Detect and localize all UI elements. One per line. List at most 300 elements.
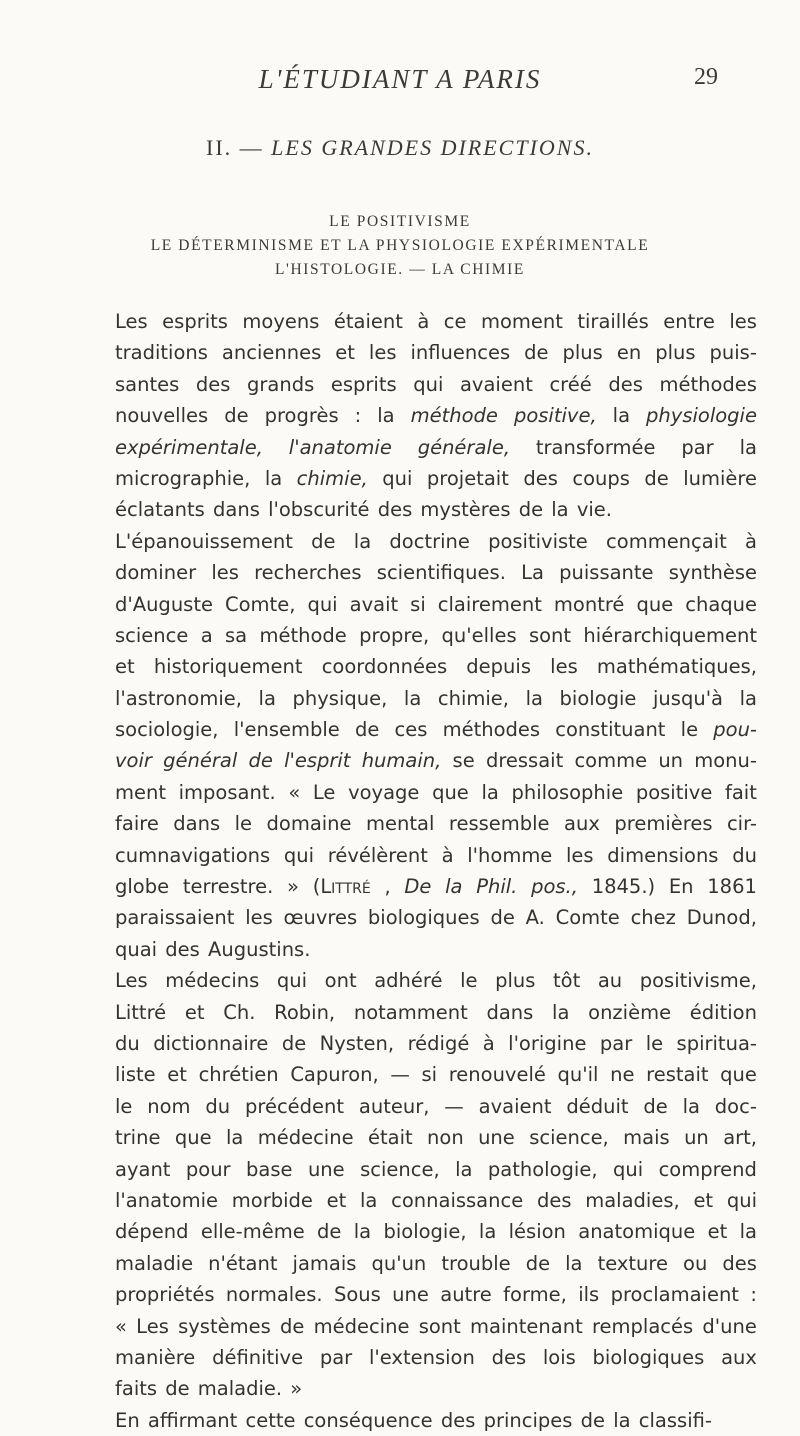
- word: La: [521, 561, 544, 585]
- word: qui: [307, 592, 338, 616]
- word: montré: [553, 592, 625, 616]
- word: chrétien: [198, 1063, 279, 1087]
- text-line: [115, 337, 757, 368]
- word: qui: [283, 843, 315, 867]
- word: que: [174, 1126, 212, 1150]
- word: lumière: [683, 466, 757, 490]
- section-heading: [0, 135, 800, 161]
- word: aux: [564, 812, 600, 836]
- text-line: [115, 997, 757, 1028]
- word: Ch.: [223, 1000, 256, 1024]
- word: si: [421, 1063, 438, 1087]
- word: ces: [394, 718, 428, 742]
- text-line: [115, 1248, 757, 1279]
- word: plus: [562, 341, 603, 365]
- word: l'obscurité: [268, 498, 370, 522]
- word: doc-: [714, 1094, 757, 1118]
- word: et: [707, 1220, 728, 1244]
- word: «: [288, 780, 301, 804]
- text-line: [115, 1279, 757, 1310]
- text-line: [115, 808, 757, 839]
- word: des: [195, 372, 231, 396]
- word: une: [307, 1157, 345, 1181]
- word: monu-: [694, 749, 757, 773]
- word: l'astronomie,: [115, 686, 242, 710]
- word: progrès: [264, 404, 339, 428]
- word: sont: [528, 623, 572, 647]
- word: positivisme,: [639, 969, 757, 993]
- text-line: [115, 934, 757, 965]
- word: puis-: [709, 341, 757, 365]
- word: Phil.: [476, 875, 518, 899]
- word: du: [732, 843, 757, 867]
- word: chez: [630, 906, 676, 930]
- word: commençait: [606, 529, 727, 553]
- word: la: [445, 875, 463, 899]
- word: lésion: [508, 1220, 566, 1244]
- word: ayant: [115, 1157, 171, 1181]
- word: micrographie,: [115, 466, 251, 490]
- word: ressemble: [448, 812, 550, 836]
- word: dépend: [115, 1220, 189, 1244]
- word: Littré: [320, 875, 371, 899]
- word: renouvelé: [448, 1063, 546, 1087]
- word: terrestre.: [182, 875, 274, 899]
- word: les: [566, 843, 594, 867]
- word: ils: [578, 1283, 600, 1307]
- word: Les: [115, 969, 148, 993]
- word: médecine: [257, 1126, 354, 1150]
- word: avait: [349, 592, 399, 616]
- word: des: [440, 1408, 476, 1432]
- word: l'origine: [508, 1031, 587, 1055]
- text-line: [115, 871, 757, 902]
- word: la: [739, 435, 757, 459]
- word: synthèse: [668, 561, 757, 585]
- word: dominer: [115, 561, 197, 585]
- word: générale,: [417, 435, 511, 459]
- word: pathologie,: [487, 1157, 598, 1181]
- word: propre,: [359, 623, 430, 647]
- word: la: [481, 780, 499, 804]
- word: mathématiques,: [596, 655, 757, 679]
- word: En: [115, 1408, 140, 1432]
- word: général: [163, 749, 238, 773]
- text-line: [115, 1028, 757, 1059]
- word: éclatants: [115, 498, 205, 522]
- word: base: [246, 1157, 293, 1181]
- text-line: [115, 1091, 757, 1122]
- word: qui: [612, 1157, 644, 1181]
- word: conséquence: [303, 1408, 433, 1432]
- word: nom: [147, 1094, 191, 1118]
- text-line: [115, 432, 757, 463]
- word: auteur,: [358, 1094, 430, 1118]
- word: les: [211, 561, 239, 585]
- word: à: [482, 1031, 495, 1055]
- word: des: [523, 466, 558, 490]
- word: Les: [136, 1314, 169, 1338]
- word: des: [608, 372, 643, 396]
- word: plus: [655, 341, 696, 365]
- word: morbide: [231, 1188, 313, 1212]
- word: l'extension: [368, 1345, 475, 1369]
- word: »: [290, 1377, 303, 1401]
- word: science: [115, 623, 189, 647]
- word: par: [681, 435, 714, 459]
- word: Comte: [555, 906, 620, 930]
- text-line: [115, 1185, 757, 1216]
- subheading-determinisme: LE DÉTERMINISME ET LA PHYSIOLOGIE EXPÉRIMENTALE: [150, 237, 650, 254]
- word: sa: [225, 623, 248, 647]
- word: de: [248, 749, 273, 773]
- word: comprend: [658, 1157, 757, 1181]
- word: humain,: [361, 749, 442, 773]
- word: traditions: [115, 341, 208, 365]
- word: en: [616, 341, 642, 365]
- word: à: [745, 529, 757, 553]
- word: l'esprit: [284, 749, 351, 773]
- word: spiritua-: [676, 1031, 757, 1055]
- word: d'Auguste: [115, 592, 213, 616]
- word: ont: [324, 969, 357, 993]
- word: faits: [115, 1377, 158, 1401]
- word: historiquement: [153, 655, 303, 679]
- word: avaient: [459, 372, 533, 396]
- word: non: [427, 1126, 464, 1150]
- word: Robin,: [274, 1000, 336, 1024]
- word: si: [410, 592, 426, 616]
- word: une: [392, 1283, 429, 1307]
- word: mental: [366, 812, 435, 836]
- word: la: [377, 404, 395, 428]
- word: la: [455, 1157, 473, 1181]
- body-text: [115, 306, 757, 1436]
- word: nouvelles: [115, 404, 209, 428]
- word: se: [452, 749, 475, 773]
- word: 1861: [707, 875, 757, 899]
- word: la: [739, 686, 757, 710]
- word: voyage: [348, 780, 420, 804]
- word: qu'un: [371, 1251, 427, 1275]
- text-line: [115, 902, 757, 933]
- word: art,: [723, 1126, 757, 1150]
- word: jamais: [292, 1251, 357, 1275]
- word: la: [478, 1220, 497, 1244]
- word: l'ensemble: [233, 718, 340, 742]
- paragraph-first-line: [115, 1405, 757, 1436]
- word: ne: [610, 1063, 635, 1087]
- word: des: [165, 937, 200, 961]
- word: la: [612, 404, 631, 428]
- word: forme,: [503, 1283, 567, 1307]
- word: la: [264, 466, 283, 490]
- word: tiraillés: [577, 310, 649, 333]
- text-line: [115, 463, 757, 494]
- word: maladie.: [197, 1377, 283, 1401]
- word: des: [491, 1345, 527, 1369]
- word: chimie,: [437, 686, 509, 710]
- word: précédent: [245, 1094, 345, 1118]
- word: la: [353, 1220, 372, 1244]
- subheadings: [0, 210, 800, 282]
- word: par: [599, 1031, 633, 1055]
- word: que: [720, 1063, 757, 1087]
- word: esprits: [162, 310, 228, 333]
- word: physique,: [292, 686, 388, 710]
- word: recherches: [254, 561, 362, 585]
- word: scientifiques.: [376, 561, 506, 585]
- word: »: [287, 875, 299, 899]
- subheading-positivisme: LE POSITIVISME: [329, 213, 471, 230]
- text-line: [115, 714, 757, 745]
- word: affirmant: [147, 1408, 238, 1432]
- word: mystères: [420, 498, 511, 522]
- word: à: [417, 310, 430, 333]
- word: texture: [597, 1251, 668, 1275]
- text-line: [115, 683, 757, 714]
- word: sociologie,: [115, 718, 219, 742]
- word: Sous: [333, 1283, 381, 1307]
- word: un: [658, 749, 684, 773]
- word: :: [750, 1283, 757, 1307]
- word: la: [613, 1408, 631, 1432]
- word: de: [525, 1251, 551, 1275]
- word: a: [200, 623, 213, 647]
- text-line: [115, 745, 757, 776]
- word: maladie: [115, 1251, 194, 1275]
- word: biologie: [559, 686, 637, 710]
- running-title: L'ÉTUDIANT A PARIS: [258, 64, 542, 94]
- word: [384, 871, 390, 902]
- word: qui: [276, 969, 308, 993]
- text-line: [115, 494, 757, 525]
- word: de: [524, 341, 549, 365]
- word: plus: [495, 969, 536, 993]
- word: et: [335, 341, 355, 365]
- word: cumnavigations: [115, 843, 271, 867]
- text-line: [115, 840, 757, 871]
- word: méthode: [410, 404, 498, 428]
- word: —: [444, 1094, 464, 1118]
- word: notamment: [353, 1000, 468, 1024]
- word: du: [115, 1031, 140, 1055]
- word: globe: [115, 875, 170, 899]
- word: chaque: [685, 592, 757, 616]
- text-line: [115, 1342, 757, 1373]
- word: dans: [486, 1000, 534, 1024]
- word: n'étant: [208, 1251, 278, 1275]
- word: fait: [724, 780, 757, 804]
- word: l'anatomie: [288, 435, 392, 459]
- word: expérimentale,: [115, 435, 263, 459]
- text-line: [115, 1122, 757, 1153]
- text-line: [115, 1373, 757, 1404]
- word: la: [353, 529, 372, 553]
- text-line: [115, 651, 757, 682]
- word: adhéré: [374, 969, 443, 993]
- word: (: [312, 875, 321, 899]
- word: faire: [115, 812, 159, 836]
- word: la: [565, 1251, 583, 1275]
- word: constituant: [555, 718, 666, 742]
- word: positiviste: [488, 529, 588, 553]
- word: une: [478, 1126, 515, 1150]
- word: moyens: [242, 310, 320, 333]
- word: entre: [663, 310, 715, 333]
- section-title: LES GRANDES DIRECTIONS.: [271, 135, 594, 160]
- text-line: [115, 777, 757, 808]
- word: un: [684, 1126, 709, 1150]
- word: pou-: [713, 718, 757, 742]
- word: Augustins.: [208, 937, 311, 961]
- word: transformée: [535, 435, 656, 459]
- word: et: [115, 655, 135, 679]
- text-line: [115, 400, 757, 431]
- word: ,: [384, 875, 391, 899]
- word: lois: [542, 1345, 576, 1369]
- word: biologie,: [383, 1220, 467, 1244]
- word: méthodes: [659, 372, 757, 396]
- word: hiérarchiquement: [583, 623, 757, 647]
- word: édition: [689, 1000, 757, 1024]
- text-line: [115, 1216, 757, 1247]
- word: tôt: [553, 969, 581, 993]
- word: de: [279, 1314, 305, 1338]
- word: normales.: [225, 1283, 323, 1307]
- word: étaient: [333, 310, 403, 333]
- paragraph-first-line: [115, 306, 757, 337]
- word: autre: [440, 1283, 492, 1307]
- text-line: [115, 1154, 757, 1185]
- word: pour: [185, 1157, 231, 1181]
- word: clairement: [437, 592, 542, 616]
- page-number: 29: [694, 64, 718, 90]
- word: science,: [529, 1126, 609, 1150]
- word: était: [367, 1126, 413, 1150]
- word: du: [205, 1094, 231, 1118]
- word: œuvres: [283, 906, 358, 930]
- word: coordonnées: [321, 655, 448, 679]
- word: ment: [115, 780, 166, 804]
- word: maintenant: [470, 1314, 583, 1338]
- word: déduit: [566, 1094, 629, 1118]
- word: qui: [413, 372, 444, 396]
- word: la: [225, 1126, 244, 1150]
- word: remplacés: [591, 1314, 694, 1338]
- subheading-histologie: L'HISTOLOGIE. — LA CHIMIE: [274, 261, 525, 278]
- word: mais: [623, 1126, 670, 1150]
- word: moment: [480, 310, 563, 333]
- text-line: [115, 1311, 757, 1342]
- word: ce: [443, 310, 467, 333]
- word: connaissance: [391, 1188, 524, 1212]
- word: liste: [115, 1063, 156, 1087]
- word: de: [644, 466, 669, 490]
- word: au: [597, 969, 623, 993]
- word: influences: [410, 341, 511, 365]
- word: proclamaient: [610, 1283, 739, 1307]
- word: qui: [382, 466, 413, 490]
- text-line: [115, 1059, 757, 1090]
- word: méthodes: [442, 718, 541, 742]
- word: cir-: [726, 812, 757, 836]
- word: médecine: [313, 1314, 410, 1338]
- word: premières: [614, 812, 713, 836]
- word: rédigé: [407, 1031, 470, 1055]
- word: dans: [173, 812, 221, 836]
- word: de: [165, 1377, 190, 1401]
- word: Comte,: [225, 592, 296, 616]
- word: Littré: [115, 1000, 167, 1024]
- word: dressait: [485, 749, 564, 773]
- word: santes: [115, 372, 180, 396]
- word: le: [234, 812, 253, 836]
- word: —: [390, 1063, 410, 1087]
- word: de: [224, 404, 249, 428]
- word: maladies,: [585, 1188, 680, 1212]
- word: manière: [115, 1345, 196, 1369]
- word: :: [354, 404, 362, 428]
- word: révélèrent: [327, 843, 428, 867]
- word: A.: [525, 906, 545, 930]
- word: classifi-: [638, 1408, 712, 1432]
- word: de: [281, 1031, 307, 1055]
- word: ou: [683, 1251, 708, 1275]
- word: projetait: [426, 466, 509, 490]
- word: des: [377, 498, 413, 522]
- word: le: [460, 969, 478, 993]
- word: anciennes: [221, 341, 322, 365]
- word: [313, 871, 371, 902]
- word: le: [645, 1031, 664, 1055]
- word: biologiques: [592, 1345, 705, 1369]
- running-head: [0, 64, 800, 104]
- word: L'épanouissement: [115, 529, 293, 553]
- word: des: [722, 1251, 757, 1275]
- word: dimensions: [607, 843, 719, 867]
- word: depuis: [466, 655, 531, 679]
- word: dictionnaire: [153, 1031, 269, 1055]
- word: de: [311, 529, 336, 553]
- word: la: [403, 686, 422, 710]
- section-number: II. —: [206, 135, 264, 160]
- paragraph-first-line: [115, 526, 757, 557]
- word: et: [693, 1188, 714, 1212]
- word: médecins: [165, 969, 260, 993]
- word: des: [536, 1188, 572, 1212]
- word: «: [115, 1314, 127, 1338]
- word: de: [580, 1408, 606, 1432]
- word: d'une: [702, 1314, 757, 1338]
- word: trouble: [441, 1251, 511, 1275]
- word: philosophie: [511, 780, 624, 804]
- word: l'homme: [467, 843, 553, 867]
- word: et: [326, 1188, 347, 1212]
- word: aux: [721, 1345, 757, 1369]
- word: onzième: [588, 1000, 672, 1024]
- paragraph-first-line: [115, 965, 757, 996]
- word: De: [404, 875, 432, 899]
- word: le: [115, 1094, 133, 1118]
- word: cette: [245, 1408, 296, 1432]
- word: elle-même: [200, 1220, 305, 1244]
- word: les: [729, 310, 757, 333]
- word: voir: [115, 749, 152, 773]
- word: que: [432, 780, 469, 804]
- word: positive: [635, 780, 713, 804]
- word: Capuron,: [290, 1063, 379, 1087]
